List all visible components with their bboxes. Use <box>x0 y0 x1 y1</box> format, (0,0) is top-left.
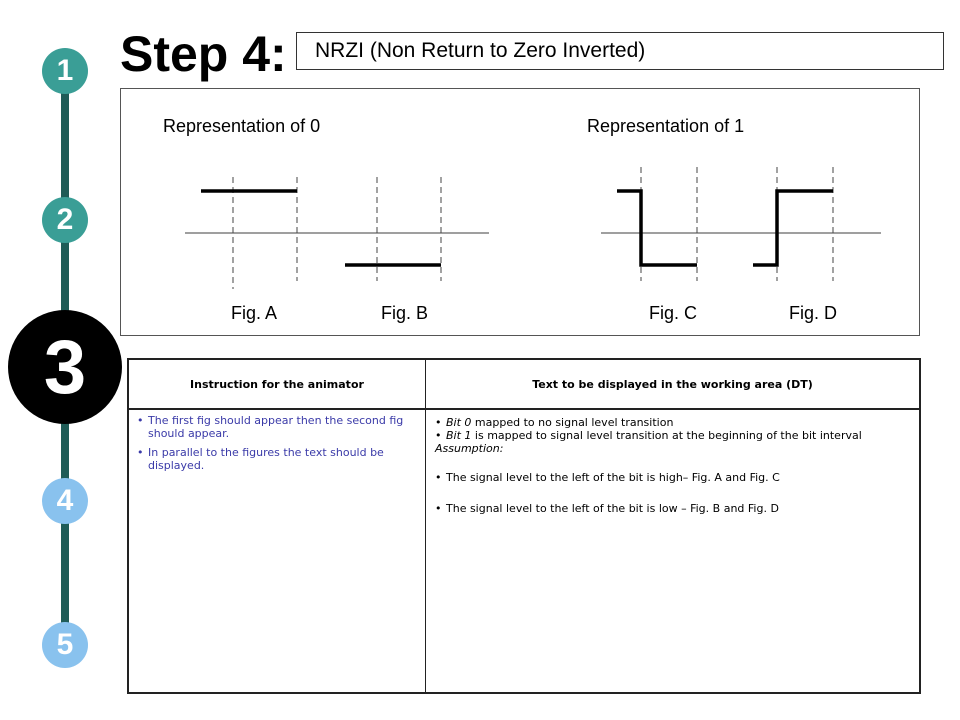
fig-d-signal <box>753 191 833 265</box>
fig-b-label: Fig. B <box>381 303 429 323</box>
representation-1-label: Representation of 1 <box>587 116 745 136</box>
topic-title: NRZI (Non Return to Zero Inverted) <box>296 32 944 70</box>
dt-bit0 <box>435 416 909 429</box>
col-header-instruction: Instruction for the animator <box>190 377 364 391</box>
step-2-indicator[interactable]: 2 <box>42 197 88 243</box>
col-header-display-text: Text to be displayed in the working area (DT) <box>532 377 813 391</box>
step-4-indicator[interactable]: 4 <box>42 478 88 524</box>
dt-bit1-term: Bit 1 <box>446 429 472 442</box>
dt-bit1 <box>435 429 909 442</box>
step-heading: Step 4: <box>120 26 287 82</box>
representation-0-label: Representation of 0 <box>163 116 321 136</box>
fig-c-label: Fig. C <box>649 303 698 323</box>
fig-c-signal <box>617 191 697 265</box>
instruction-item: • The first fig should appear then the second fig should appear. <box>137 414 417 440</box>
instruction-item: • In parallel to the figures the text should be displayed. <box>137 446 417 472</box>
dt-bit1-text: is mapped to signal level transition at the beginning of the bit interval <box>471 429 862 442</box>
bit-boundaries <box>233 167 833 289</box>
step-5-indicator[interactable]: 5 <box>42 622 88 668</box>
instruction-table <box>127 358 921 694</box>
dt-low-note: • The signal level to the left of the bit is low – Fig. B and Fig. D <box>435 502 909 515</box>
display-text <box>435 416 909 515</box>
dt-bit0-text: mapped to no signal level transition <box>471 416 674 429</box>
dt-assumption: Assumption: <box>435 442 504 455</box>
column-divider <box>425 360 426 692</box>
fig-a-label: Fig. A <box>231 303 278 323</box>
dt-high-note: • The signal level to the left of the bit is high– Fig. A and Fig. C <box>435 471 909 484</box>
dt-bit0-term: Bit 0 <box>446 416 472 429</box>
step-1-indicator[interactable]: 1 <box>42 48 88 94</box>
nrzi-waveforms <box>121 89 921 337</box>
figure-panel <box>120 88 920 336</box>
fig-d-label: Fig. D <box>789 303 838 323</box>
table-header-row <box>129 360 919 410</box>
animator-instructions <box>137 414 417 472</box>
step-3-indicator-current[interactable]: 3 <box>8 310 122 424</box>
